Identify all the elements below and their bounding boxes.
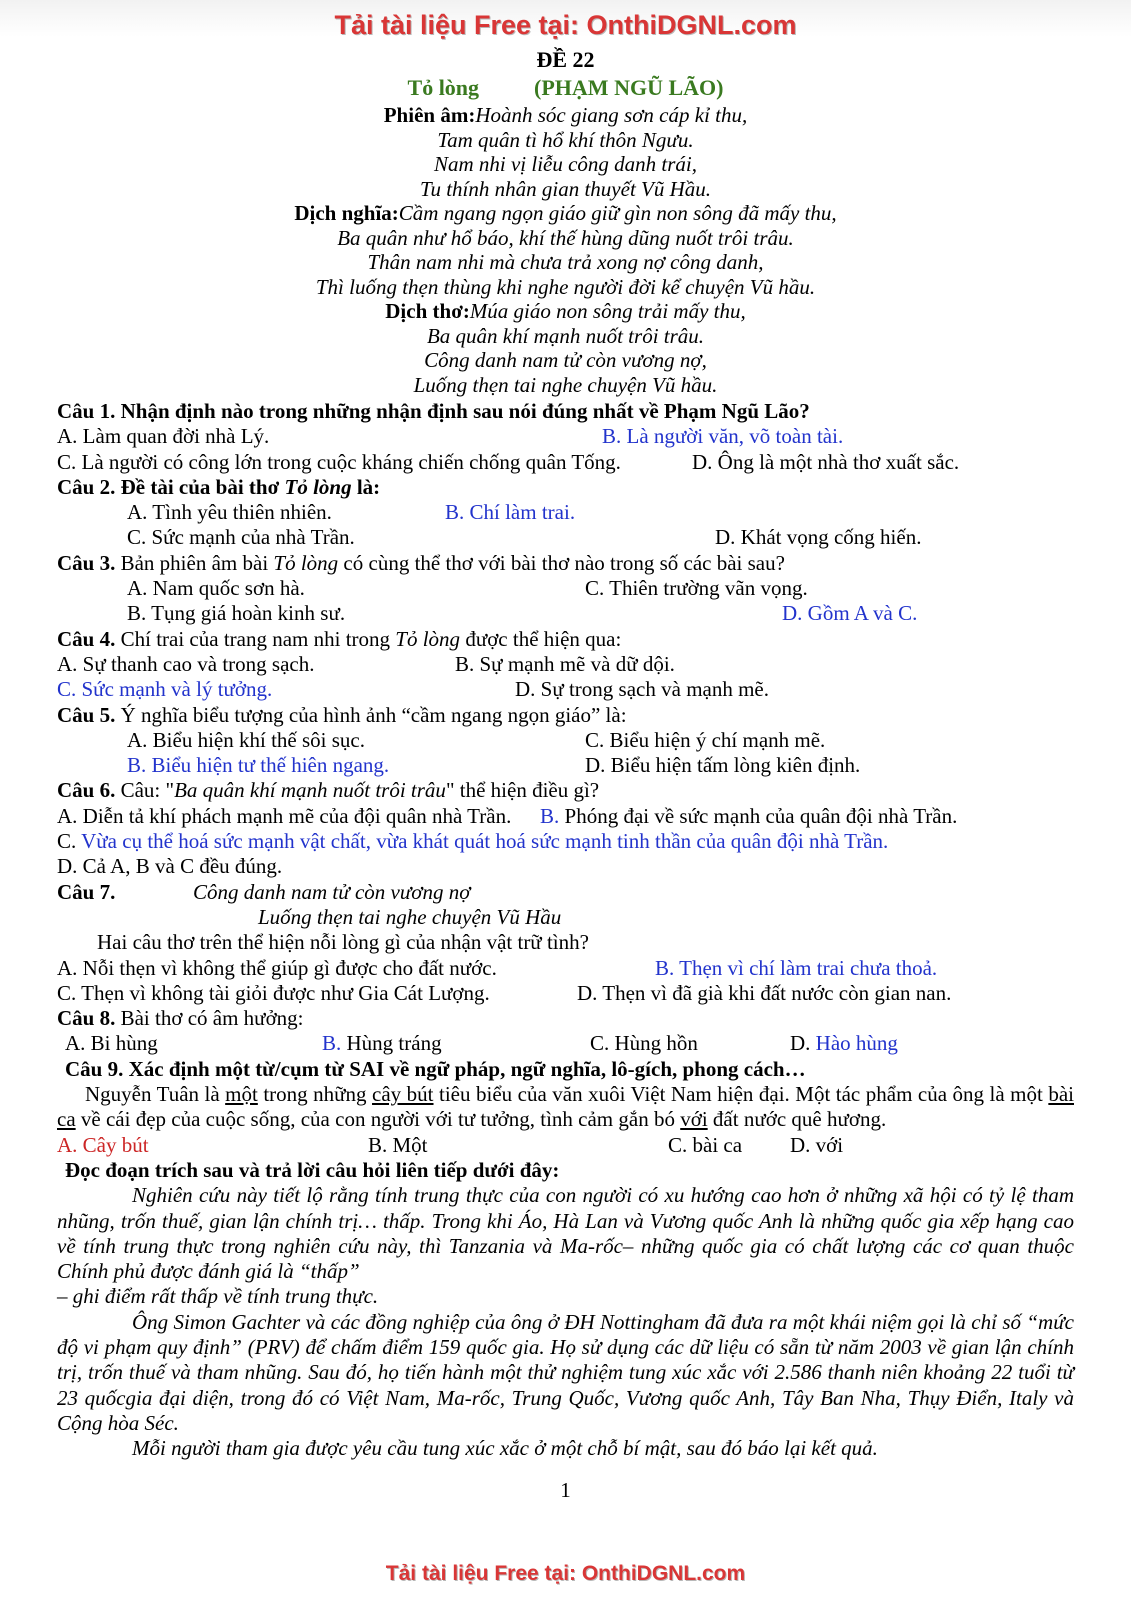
q3-title-text: Bản phiên âm bài (115, 550, 274, 575)
phien-am-line (0, 103, 1131, 128)
dich-tho-line (0, 299, 1131, 324)
passage-paragraph-4: Mỗi người tham gia được yêu cầu tung xúc xắc ở một chỗ bí mật, sau đó báo lại kết quả. (132, 1436, 878, 1461)
poem-line-text: Thì luống thẹn thùng khi nghe người đời kể chuyện Vũ hầu. (315, 274, 816, 299)
q6-option-c-text: Vừa cụ thể hoá sức mạnh vật chất, vừa khát quát hoá sức mạnh tinh thần của quân đội nhà Trần. (76, 829, 889, 854)
question-1-options-row-1 (57, 424, 1074, 449)
q8-option-b-text: Hùng tráng (341, 1031, 442, 1056)
q3-option-d: D. Gồm A và C. (782, 601, 918, 626)
q2-option-d: D. Khát vọng cống hiến. (715, 525, 922, 550)
q6-option-b-text: Phóng đại về sức mạnh của quân đội nhà Trần. (559, 803, 958, 828)
q6-title-italic: Ba quân khí mạnh nuốt trôi trâu (174, 778, 446, 803)
question-9-options-row (57, 1133, 1074, 1158)
question-5-title (57, 703, 1074, 728)
q6-title-post: " thể hiện điều gì? (445, 778, 600, 803)
q4-option-c: C. Sức mạnh và lý tưởng. (57, 677, 273, 702)
poem-line-text: Luống thẹn tai nghe chuyện Vũ hầu. (413, 372, 718, 397)
question-8-options-row (57, 1031, 1074, 1056)
q5-option-a: A. Biểu hiện khí thế sôi sục. (127, 727, 365, 752)
reading-heading: Đọc đoạn trích sau và trả lời câu hỏi liên tiếp dưới đây: (65, 1157, 560, 1182)
poem-line-text: Tu thính nhân gian thuyết Vũ Hầu. (419, 176, 712, 201)
q8-option-c: C. Hùng hồn (590, 1031, 698, 1056)
poem-line-text: Múa giáo non sông trải mấy thu, (469, 299, 746, 323)
poem-heading (0, 75, 1131, 101)
poem-line: Hoành sóc giang sơn cáp kỉ thu, (475, 103, 748, 127)
passage-paragraph-2: – ghi điểm rất thấp về tính trung thực. (57, 1284, 379, 1309)
q8-option-b-letter: B. (322, 1031, 342, 1056)
q5-label: Câu 5. (57, 702, 116, 727)
q4-title-italic: Tỏ lòng (395, 626, 461, 651)
q5-option-b: B. Biểu hiện tư thế hiên ngang. (127, 753, 390, 778)
question-7-options-row-2 (57, 981, 1074, 1006)
poem-block (0, 103, 1131, 397)
question-2-options-row-1 (57, 500, 1074, 525)
poem-line (0, 373, 1131, 398)
q9-underlined-word: cây bút (372, 1082, 434, 1107)
question-5-options-row-1 (57, 728, 1074, 753)
q7-option-a: A. Nỗi thẹn vì không thể giúp gì được cho đất nước. (57, 955, 497, 980)
q2-option-a: A. Tình yêu thiên nhiên. (127, 500, 332, 525)
question-8-title (57, 1006, 1074, 1031)
poem-title: Tỏ lòng (407, 75, 480, 100)
question-6-options-row-1 (57, 804, 1074, 829)
dich-tho-label: Dịch thơ: (385, 299, 470, 323)
q7-verse-1: Công danh nam tử còn vương nợ (193, 879, 471, 904)
poem-line (0, 128, 1131, 153)
q3-option-a: A. Nam quốc sơn hà. (127, 576, 305, 601)
question-2-title (57, 475, 1074, 500)
footer-promo: Tải tài liệu Free tại: OnthiDGNL.com (385, 1562, 746, 1585)
q6-option-b (540, 804, 957, 829)
reading-passage (57, 1183, 1074, 1461)
q7-option-b: B. Thẹn vì chí làm trai chưa thoả. (655, 955, 938, 980)
q9-seg: Nguyễn Tuân là (85, 1082, 226, 1107)
question-1-title: Câu 1. Nhận định nào trong những nhận định sau nói đúng nhất về Phạm Ngũ Lão? (57, 399, 810, 423)
question-1-options-row-2 (57, 450, 1074, 475)
poem-line-text: Nam nhi vị liễu công danh trái, (433, 152, 698, 176)
q6-label: Câu 6. (57, 778, 116, 803)
q4-title-text: Chí trai của trang nam nhi trong (115, 626, 396, 651)
q6-option-c (57, 829, 1074, 854)
dich-nghia-label: Dịch nghĩa: (294, 201, 399, 225)
passage-paragraph-3: Ông Simon Gachter và các đồng nghiệp của ông ở ĐH Nottingham đã đưa ra một khái niệm gọi là chỉ số “mức độ vi phạm quy định” (PRV) để chấm điểm 159 quốc gia. Họ sử dụng các dữ liệu có sẵn từ năm 2003 về gian lận chính trị, trốn thuế và tham nhũng. Sau đó, họ tiến hành một thử nghiệm tung xúc xắc với 2.586 thanh niên khoảng 22 tuổi từ 23 quốcgia đại diện, trong đó có Việt Nam, Ma-rốc, Trung Quốc, Vương quốc Anh, Tây Ban Nha, Thụy Điển, Italy và Cộng hòa Séc. (57, 1309, 1074, 1435)
q4-option-d: D. Sự trong sạch và mạnh mẽ. (515, 677, 769, 702)
q2-title-italic: Tỏ lòng (284, 474, 352, 499)
q3-title-post: có cùng thể thơ với bài thơ nào trong số các bài sau? (338, 550, 785, 575)
poem-line-text: Ba quân như hổ báo, khí thế hùng dũng nuốt trôi trâu. (337, 225, 794, 250)
q5-title-text: Ý nghĩa biểu tượng của hình ảnh “cầm ngang ngọn giáo” là: (115, 702, 627, 727)
q2-label: Câu 2. (57, 474, 116, 499)
q9-seg: đất nước quê hương. (707, 1107, 887, 1132)
question-7-options-row-1 (57, 956, 1074, 981)
dich-nghia-line (0, 201, 1131, 226)
poem-line (0, 324, 1131, 349)
q3-option-b: B. Tụng giá hoàn kinh sư. (127, 601, 346, 626)
q2-option-b: B. Chí làm trai. (445, 500, 576, 525)
q8-option-d-letter: D. (790, 1031, 811, 1056)
poem-line (0, 275, 1131, 300)
q4-option-b: B. Sự mạnh mẽ và dữ dội. (455, 651, 675, 676)
q9-underlined-word: với (680, 1107, 708, 1132)
q6-option-c-letter: C. (57, 829, 77, 854)
poem-line (0, 152, 1131, 177)
q1-option-c: C. Là người có công lớn trong cuộc kháng chiến chống quân Tống. (57, 449, 621, 474)
poem-line (0, 250, 1131, 275)
q2-title-post: là: (351, 474, 381, 499)
question-4-title (57, 627, 1074, 652)
question-7-verse-row (57, 905, 1074, 930)
q8-option-b (322, 1031, 442, 1056)
question-6-title (57, 778, 1074, 803)
question-3-options-row-2 (57, 601, 1074, 626)
q9-seg: về cái đẹp của cuộc sống, của con người với tư tưởng, tình cảm gắn bó (75, 1107, 681, 1132)
question-5-options-row-2 (57, 753, 1074, 778)
question-9-paragraph (57, 1082, 1074, 1133)
q2-title-text: Đề tài của bài thơ (115, 474, 285, 499)
question-9-title: Câu 9. Xác định một từ/cụm từ SAI về ngữ pháp, ngữ nghĩa, lô-gích, phong cách… (65, 1056, 806, 1081)
q5-option-c: C. Biểu hiện ý chí mạnh mẽ. (585, 727, 826, 752)
q9-underlined-word: một (225, 1082, 258, 1107)
q3-title-italic: Tỏ lòng (273, 550, 339, 575)
q6-option-a: A. Diễn tả khí phách mạnh mẽ của đội quân nhà Trần. (57, 803, 512, 828)
q9-option-b: B. Một (368, 1132, 428, 1157)
q9-option-d: D. với (790, 1132, 844, 1157)
poem-author: (PHẠM NGŨ LÃO) (534, 75, 724, 100)
question-7-question-row (57, 930, 1074, 955)
q1-option-a: A. Làm quan đời nhà Lý. (57, 424, 270, 449)
q8-option-d (790, 1031, 898, 1056)
q6-option-b-letter: B. (540, 803, 560, 828)
q8-label: Câu 8. (57, 1006, 116, 1031)
page-number: 1 (560, 1478, 571, 1502)
q5-option-d: D. Biểu hiện tấm lòng kiên định. (585, 753, 861, 778)
q8-title-text: Bài thơ có âm hưởng: (115, 1006, 304, 1031)
q7-label: Câu 7. (57, 879, 116, 904)
q6-option-d: D. Cả A, B và C đều đúng. (57, 854, 283, 879)
q8-option-a: A. Bi hùng (65, 1031, 158, 1056)
q4-label: Câu 4. (57, 626, 116, 651)
poem-line (0, 226, 1131, 251)
q3-label: Câu 3. (57, 550, 116, 575)
q9-seg: trong những (257, 1082, 373, 1107)
question-3-title (57, 551, 1074, 576)
header-promo: Tải tài liệu Free tại: OnthiDGNL.com (0, 0, 1131, 41)
q7-question: Hai câu thơ trên thể hiện nỗi lòng gì của nhận vật trữ tình? (97, 930, 589, 955)
q7-option-c: C. Thẹn vì không tài giỏi được như Gia Cát Lượng. (57, 980, 490, 1005)
q9-seg: tiêu biểu của văn xuôi Việt Nam hiện đại. Một tác phẩm của ông là một (433, 1082, 1049, 1107)
q4-option-a: A. Sự thanh cao và trong sạch. (57, 651, 315, 676)
poem-line (0, 177, 1131, 202)
poem-line-text: Thân nam nhi mà chưa trả xong nợ công danh, (367, 250, 764, 274)
q9-option-a: A. Cây bút (57, 1132, 149, 1157)
question-3-options-row-1 (57, 576, 1074, 601)
poem-line-text: Ba quân khí mạnh nuốt trôi trâu. (426, 323, 705, 348)
q1-option-d: D. Ông là một nhà thơ xuất sắc. (692, 449, 960, 474)
q6-title-text: Câu: " (115, 778, 175, 803)
phien-am-label: Phiên âm: (383, 103, 476, 127)
questions-section (57, 399, 1074, 1461)
poem-line-text: Cầm ngang ngọn giáo giữ gìn non sông đã mấy thu, (398, 201, 837, 225)
q3-option-c: C. Thiên trường vãn vọng. (585, 576, 808, 601)
q7-option-d: D. Thẹn vì đã già khi đất nước còn gian nan. (577, 980, 952, 1005)
question-2-options-row-2 (57, 525, 1074, 550)
question-7-title-row (57, 880, 1074, 905)
poem-line (0, 348, 1131, 373)
q2-option-c: C. Sức mạnh của nhà Trần. (127, 525, 355, 550)
question-4-options-row-1 (57, 652, 1074, 677)
poem-line-text: Công danh nam tử còn vương nợ, (424, 348, 707, 372)
q7-verse-2: Luống thẹn tai nghe chuyện Vũ Hầu (258, 904, 562, 929)
q8-option-d-text: Hào hùng (810, 1031, 898, 1056)
exam-number: ĐỀ 22 (536, 47, 595, 72)
q1-option-b: B. Là người văn, võ toàn tài. (602, 424, 844, 449)
passage-paragraph-1: Nghiên cứu này tiết lộ rằng tính trung thực của con người có xu hướng cao hơn ở những xã hội có tỷ lệ tham nhũng, trốn thuế, gian lận chính trị… thấp. Trong khi Áo, Hà Lan và Vương quốc Anh là những quốc gia xếp hạng cao về tính trung thực trong nghiên cứu này, thì Tanzania và Ma-rốc– những quốc gia có chất lượng các cơ quan thuộc Chính phủ được đánh giá là “thấp” (57, 1183, 1074, 1284)
q9-option-c: C. bài ca (668, 1132, 743, 1157)
question-4-options-row-2 (57, 677, 1074, 702)
q9-underlined-word: bài ca (57, 1082, 1074, 1132)
poem-line-text: Tam quân tì hổ khí thôn Ngưu. (437, 127, 694, 152)
q4-title-post: được thể hiện qua: (460, 626, 622, 651)
